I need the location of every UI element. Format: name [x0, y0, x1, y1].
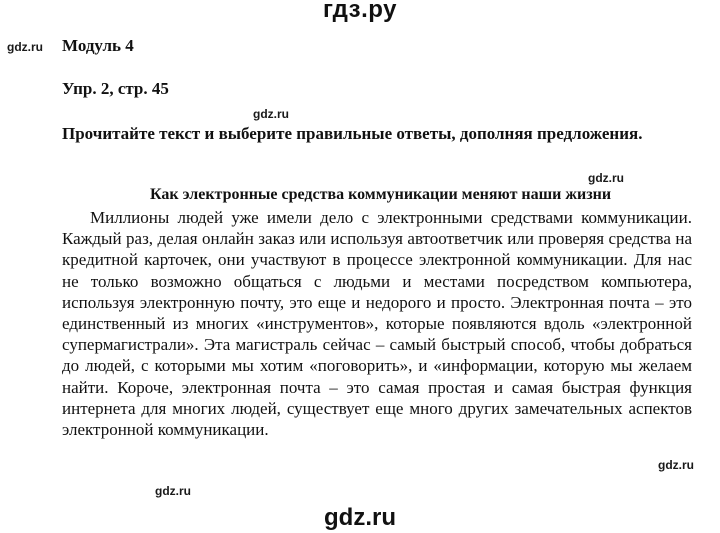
footer-watermark: gdz.ru — [324, 504, 396, 531]
body-text: Миллионы людей уже имели дело с электронными средствами коммуникации. Каждый раз, делая онлайн заказ или используя автоответчик или проверяя средства на кредитной карточек, они участвуют в процессе электронной коммуникации. Для нас не только возможно общаться с людьми и местами посредством компьютера, используя электронную почту, это еще и недорого и просто. Электронная почта – это единственный из многих «инструментов», которые появляются вдоль «электронной супермагистрали». Эта магистраль сейчас – самый быстрый способ, чтобы добраться до людей, с которыми мы хотим «поговорить», и «информации, которую мы желаем найти. Короче, электронная почта – это самая простая и самая быстрая функция интернета для многих людей, существует еще много других замечательных аспектов электронной коммуникации. — [62, 208, 692, 440]
text-title: Как электронные средства коммуникации меняют наши жизни — [150, 186, 612, 203]
instruction-text: Прочитайте текст и выберите правильные ответы, дополняя предложения. — [62, 124, 643, 143]
site-title: гдз.ру — [323, 0, 397, 23]
module-label: Модуль 4 — [62, 36, 134, 55]
exercise-label: Упр. 2, стр. 45 — [62, 79, 169, 98]
watermark-under-exercise: gdz.ru — [253, 107, 289, 121]
watermark-bottom-left: gdz.ru — [155, 484, 191, 498]
watermark-right-bottom: gdz.ru — [658, 458, 694, 472]
watermark-top-left: gdz.ru — [7, 40, 43, 54]
watermark-above-title: gdz.ru — [588, 171, 624, 185]
